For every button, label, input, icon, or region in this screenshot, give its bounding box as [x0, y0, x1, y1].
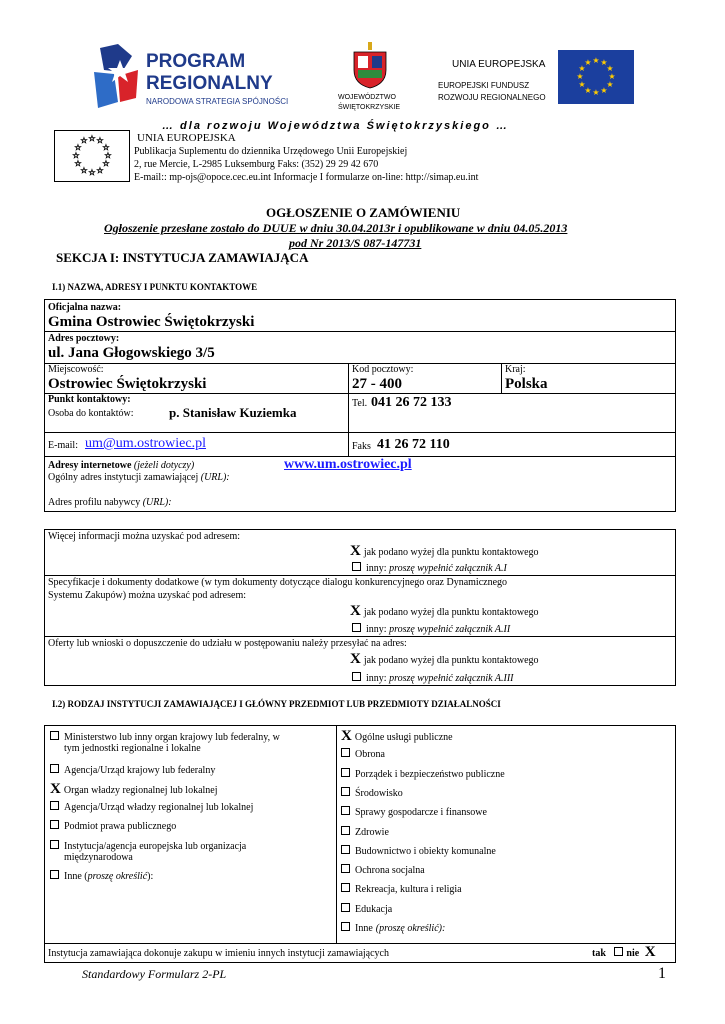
- svg-text:☆: ☆: [88, 134, 96, 143]
- behalf-yes-no: [592, 945, 659, 960]
- eu-block-line-2: 2, rue Mercie, L-2985 Luksemburg Faks: (352) 29 29 42 670: [134, 159, 379, 170]
- institution-type-checkbox-3[interactable]: [50, 801, 59, 810]
- main-activity-option[interactable]: [341, 864, 425, 876]
- contact-point-label: Punkt kontaktowy:: [48, 394, 131, 405]
- behalf-yes-checkbox[interactable]: [614, 947, 623, 956]
- eu-block-line-3: E-mail:: mp-ojs@opoce.cec.eu.int Informacje I formularze on-line: http://simap.eu.int: [134, 172, 479, 183]
- main-activity-checkbox-4[interactable]: [341, 806, 350, 815]
- main-activity-label: Porządek i bezpieczeństwo publiczne: [355, 768, 505, 780]
- website-link[interactable]: www.um.ostrowiec.pl: [284, 457, 412, 472]
- eu-fund-line-2: ROZWOJU REGIONALNEGO: [438, 93, 546, 102]
- svg-text:☆: ☆: [72, 151, 80, 160]
- s12-heading: I.2) RODZAJ INSTYTUCJI ZAMAWIAJĄCEJ I GŁÓWNY PRZEDMIOT LUB PRZEDMIOTY DZIAŁALNOŚCI: [52, 699, 501, 709]
- behalf-no-x-mark[interactable]: X: [644, 944, 656, 960]
- fax-number: 41 26 72 110: [377, 437, 450, 452]
- footer-form-name: Standardowy Formularz 2-PL: [82, 967, 227, 981]
- main-activity-checkbox-8[interactable]: [341, 883, 350, 892]
- svg-text:★: ★: [592, 88, 600, 97]
- svg-text:☆: ☆: [80, 136, 88, 145]
- institution-type-option[interactable]: [50, 801, 253, 813]
- program-title-2: REGIONALNY: [146, 73, 273, 94]
- buyer-profile-label: Adres profilu nabywcy: [48, 497, 141, 508]
- eu-fund-line-1: EUROPEJSKI FUNDUSZ: [438, 81, 530, 90]
- main-activity-option[interactable]: [341, 748, 385, 760]
- q2-other-label: inny:: [366, 624, 387, 635]
- svg-text:★: ★: [606, 80, 614, 89]
- coat-of-arms-icon: [348, 40, 392, 90]
- internet-note: (jeżeli dotyczy): [133, 460, 195, 471]
- main-activity-checkbox-9[interactable]: [341, 903, 350, 912]
- q3-as-above-label: jak podano wyżej dla punktu kontaktowego: [363, 655, 539, 666]
- s11-heading: I.1) NAZWA, ADRESY I PUNKTU KONTAKTOWE: [52, 282, 258, 292]
- svg-text:★: ★: [606, 64, 614, 73]
- institution-type-label: Instytucja/agencja europejska lub organizacja: [64, 841, 247, 852]
- notice-title: OGŁOSZENIE O ZAMÓWIENIU: [266, 205, 461, 220]
- q1-other-label: inny:: [366, 563, 387, 574]
- general-address-url-note: (URL):: [200, 472, 230, 483]
- more-info-q2a: Specyfikacje i dokumenty dodatkowe (w tym dokumenty dotyczące dialogu konkurencyjnego oraz Dynamicznego: [48, 577, 508, 588]
- main-activity-option[interactable]: [341, 845, 496, 857]
- svg-text:☆: ☆: [74, 143, 82, 152]
- buyer-profile-url-note: (URL):: [142, 497, 172, 508]
- eu-fund-logo: [436, 50, 636, 108]
- institution-type-option[interactable]: [50, 840, 246, 852]
- city-label: Miejscowość:: [48, 364, 104, 375]
- main-activity-option[interactable]: [341, 883, 462, 895]
- main-activity-label: Ogólne usługi publiczne: [354, 732, 453, 743]
- program-regionalny-logo: [92, 42, 317, 114]
- notice-line-1: Ogłoszenie przesłane zostało do DUUE w dniu 30.04.2013r i opublikowane w dniu 04.05.2013: [104, 221, 568, 235]
- institution-type-x-mark-2[interactable]: X: [50, 781, 61, 797]
- svg-text:★: ★: [600, 58, 608, 67]
- institution-type-option[interactable]: [50, 731, 280, 743]
- svg-text:☆: ☆: [104, 151, 112, 160]
- svg-text:☆: ☆: [74, 159, 82, 168]
- institution-type-label: Organ władzy regionalnej lub lokalnej: [63, 785, 218, 796]
- zip-label: Kod pocztowy:: [352, 364, 414, 375]
- voivodeship-line-1: WOJEWÓDZTWO: [338, 94, 396, 101]
- main-activity-checkbox-5[interactable]: [341, 826, 350, 835]
- voivodeship-line-2: ŚWIĘTOKRZYSKIE: [338, 104, 401, 111]
- email-link[interactable]: um@um.ostrowiec.pl: [85, 436, 206, 451]
- q2-other-note: proszę wypełnić załącznik A.II: [389, 624, 511, 635]
- institution-type-label-cont: tym jednostki regionalne i lokalne: [64, 743, 201, 754]
- main-activity-checkbox-7[interactable]: [341, 864, 350, 873]
- tel-label: Tel.: [352, 398, 368, 409]
- main-activity-label: Zdrowie: [355, 826, 389, 838]
- tel-number: 041 26 72 133: [371, 395, 452, 410]
- country: Polska: [505, 376, 548, 392]
- main-activity-option[interactable]: [341, 903, 392, 915]
- more-info-q1: Więcej informacji można uzyskać pod adresem:: [48, 531, 241, 542]
- eu-stars-icon: [55, 131, 129, 181]
- main-activity-checkbox-3[interactable]: [341, 787, 350, 796]
- q1-as-above-label: jak podano wyżej dla punktu kontaktowego: [363, 547, 539, 558]
- q3-other-note: proszę wypełnić załącznik A.III: [389, 673, 514, 684]
- institution-type-label: Podmiot prawa publicznego: [64, 821, 177, 832]
- notice-line-2: pod Nr 2013/S 087-147731: [289, 236, 422, 250]
- institution-type-checkbox-1[interactable]: [50, 764, 59, 773]
- main-activity-option[interactable]: [341, 729, 453, 744]
- svg-text:★: ★: [576, 72, 584, 81]
- internet-label: Adresy internetowe: [48, 460, 132, 471]
- behalf-question: Instytucja zamawiająca dokonuje zakupu w imieniu innych instytucji zamawiających: [48, 948, 389, 959]
- svg-text:☆: ☆: [80, 166, 88, 175]
- q1-option-other[interactable]: [352, 562, 507, 574]
- behalf-no-label: nie: [626, 948, 640, 959]
- eu-flag-icon: [558, 50, 634, 104]
- institution-type-label: Agencja/Urząd władzy regionalnej lub lokalnej: [64, 802, 254, 813]
- main-activity-option[interactable]: [341, 787, 403, 799]
- svg-text:★: ★: [608, 72, 616, 81]
- eu-title: UNIA EUROPEJSKA: [452, 59, 546, 70]
- postal-address: ul. Jana Głogowskiego 3/5: [48, 345, 215, 361]
- q2-x-mark: X: [350, 603, 361, 619]
- header-tagline: … dla rozwoju Województwa Świętokrzyskiego …: [162, 120, 509, 132]
- city: Ostrowiec Świętokrzyski: [48, 376, 207, 392]
- svg-text:★: ★: [584, 58, 592, 67]
- svg-text:★: ★: [600, 86, 608, 95]
- behalf-yes-label: tak: [592, 948, 606, 959]
- general-address-label: Ogólny adres instytucji zamawiającej: [48, 472, 199, 483]
- page-number: 1: [658, 965, 666, 982]
- institution-type-checkbox-0[interactable]: [50, 731, 59, 740]
- official-name-label: Oficjalna nazwa:: [48, 302, 122, 313]
- official-name: Gmina Ostrowiec Świętokrzyski: [48, 314, 255, 330]
- main-activity-checkbox-6[interactable]: [341, 845, 350, 854]
- main-activity-option[interactable]: [341, 768, 505, 780]
- institution-type-label-end: ):: [147, 871, 154, 882]
- eu-mini-flag: [54, 130, 130, 182]
- svg-text:★: ★: [578, 64, 586, 73]
- main-activity-checkbox-1[interactable]: [341, 748, 350, 757]
- institution-type-label: Agencja/Urząd krajowy lub federalny: [64, 765, 216, 776]
- q2-as-above-label: jak podano wyżej dla punktu kontaktowego: [363, 607, 539, 618]
- institution-type-option[interactable]: [50, 782, 218, 797]
- fax-label: Faks: [352, 441, 371, 452]
- program-star-emblem-icon: [92, 42, 142, 114]
- institution-type-checkbox-5[interactable]: [50, 840, 59, 849]
- svg-text:☆: ☆: [88, 168, 96, 177]
- q3-other-checkbox[interactable]: [352, 672, 361, 681]
- svg-text:★: ★: [584, 86, 592, 95]
- main-activity-label-note: (proszę określić):: [375, 923, 446, 934]
- institution-type-label: Ministerstwo lub inny organ krajowy lub federalny, w: [64, 732, 280, 743]
- q2-other-checkbox[interactable]: [352, 623, 361, 632]
- zip-code: 27 - 400: [352, 376, 402, 392]
- svg-text:★: ★: [592, 56, 600, 65]
- country-label: Kraj:: [505, 364, 526, 375]
- eu-block-title: UNIA EUROPEJSKA: [137, 132, 236, 144]
- main-activity-label: Środowisko: [355, 787, 403, 799]
- main-activity-checkbox-2[interactable]: [341, 768, 350, 777]
- more-info-q2b: Systemu Zakupów) można uzyskać pod adresem:: [48, 590, 247, 601]
- voivodeship-logo: [330, 40, 410, 114]
- internet-addresses-label: [48, 461, 194, 471]
- main-activity-label: Obrona: [355, 749, 385, 761]
- eu-block-line-1: Publikacja Suplementu do dziennika Urzędowego Unii Europejskiej: [134, 146, 408, 157]
- institution-type-checkbox-6[interactable]: [50, 870, 59, 879]
- main-activity-option[interactable]: [341, 826, 389, 838]
- institution-type-label-note: proszę określić: [87, 871, 148, 882]
- main-activity-label: Edukacja: [355, 903, 393, 915]
- more-info-q3: Oferty lub wnioski o dopuszczenie do udziału w postępowaniu należy przesyłać na adres:: [48, 638, 407, 649]
- main-activity-label: Budownictwo i obiekty komunalne: [355, 845, 496, 857]
- svg-text:☆: ☆: [102, 143, 110, 152]
- q1-other-note: proszę wypełnić załącznik A.I: [389, 563, 507, 574]
- main-activity-option[interactable]: [341, 922, 445, 934]
- institution-type-label-cont: międzynarodowa: [64, 852, 133, 863]
- institution-type-option[interactable]: [50, 870, 153, 882]
- q3-other-label: inny:: [366, 673, 387, 684]
- svg-text:☆: ☆: [102, 159, 110, 168]
- svg-text:☆: ☆: [96, 166, 104, 175]
- general-address-row: [48, 473, 230, 483]
- main-activity-label: Inne: [355, 923, 373, 934]
- institution-type-checkbox-4[interactable]: [50, 820, 59, 829]
- main-activity-option[interactable]: [341, 806, 487, 818]
- main-activity-label: Rekreacja, kultura i religia: [355, 884, 462, 896]
- q2-option-other[interactable]: [352, 623, 510, 635]
- contact-person: p. Stanisław Kuziemka: [169, 405, 297, 420]
- postal-label: Adres pocztowy:: [48, 333, 120, 344]
- main-activity-x-mark-0[interactable]: X: [341, 728, 352, 744]
- q1-option-as-above[interactable]: [350, 544, 539, 559]
- email-label: E-mail:: [48, 440, 78, 451]
- institution-type-option[interactable]: [50, 764, 215, 776]
- main-activity-checkbox-10[interactable]: [341, 922, 350, 931]
- contact-person-label: Osoba do kontaktów:: [48, 408, 134, 419]
- institution-type-label: Inne (: [64, 871, 88, 882]
- section-title: SEKCJA I: INSTYTUCJA ZAMAWIAJĄCA: [56, 250, 309, 265]
- q3-option-as-above[interactable]: [350, 652, 539, 667]
- institution-type-option[interactable]: [50, 820, 176, 832]
- q3-x-mark: X: [350, 651, 361, 667]
- q1-other-checkbox[interactable]: [352, 562, 361, 571]
- svg-text:☆: ☆: [96, 136, 104, 145]
- buyer-profile-row: [48, 498, 172, 508]
- main-activity-label: Ochrona socjalna: [355, 865, 425, 877]
- q1-x-mark: X: [350, 543, 361, 559]
- program-subtitle: NARODOWA STRATEGIA SPÓJNOŚCI: [146, 97, 289, 106]
- q2-option-as-above[interactable]: [350, 604, 539, 619]
- svg-text:★: ★: [578, 80, 586, 89]
- program-title-1: PROGRAM: [146, 51, 246, 72]
- main-activity-label: Sprawy gospodarcze i finansowe: [355, 807, 487, 819]
- q3-option-other[interactable]: [352, 672, 513, 684]
